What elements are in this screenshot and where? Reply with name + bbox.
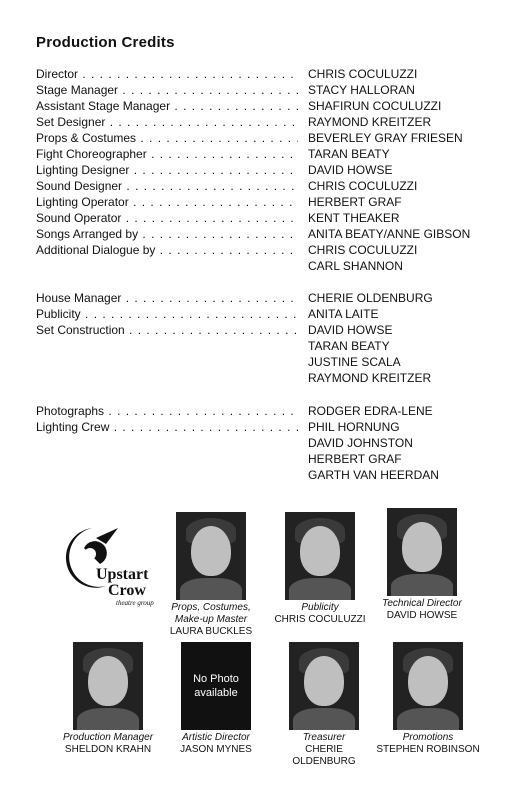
credit-row <box>36 290 476 306</box>
credit-name: CHRIS COCULUZZI <box>308 67 418 81</box>
no-photo-placeholder <box>181 642 251 730</box>
credit-row <box>36 435 476 451</box>
headshot-photo <box>289 642 359 730</box>
credit-role: Lighting Operator . . . <box>36 194 298 210</box>
credits-main-section <box>36 66 476 274</box>
headshot-card <box>274 642 374 768</box>
credit-row <box>36 178 476 194</box>
credit-role: Additional Dialogue by . . . <box>36 242 298 258</box>
credit-name: ANITA BEATY/ANNE GIBSON <box>308 227 471 241</box>
logo-line2: Crow <box>108 582 146 599</box>
credit-name: RAYMOND KREITZER <box>308 371 432 385</box>
headshot-role: Promotions <box>402 732 454 743</box>
credit-name: JUSTINE SCALA <box>308 355 401 369</box>
credit-role: Set Construction . . . <box>36 322 298 338</box>
headshot-role: Treasurer <box>302 732 346 743</box>
headshot-photo <box>393 642 463 730</box>
credits-house-section <box>36 290 476 386</box>
credit-role: Sound Designer . . . <box>36 178 298 194</box>
credit-row <box>36 370 476 386</box>
credit-name: PHIL HORNUNG <box>308 420 400 434</box>
headshot-name: CHRIS COCULUZZI <box>274 614 366 625</box>
credit-name: CHRIS COCULUZZI <box>308 179 418 193</box>
credit-row <box>36 467 476 483</box>
credit-role: House Manager . . . <box>36 290 298 306</box>
credit-row <box>36 354 476 370</box>
credit-name: HERBERT GRAF <box>308 452 402 466</box>
credit-row <box>36 146 476 162</box>
headshot-role: Technical Director <box>382 598 462 609</box>
credit-row <box>36 258 476 274</box>
credit-role: Director . . . <box>36 66 298 82</box>
credit-name: ANITA LAITE <box>308 307 379 321</box>
logo-line3: theatre group <box>116 599 154 607</box>
credit-name: DAVID JOHNSTON <box>308 436 413 450</box>
credit-row <box>36 242 476 258</box>
credit-name: CHERIE OLDENBURG <box>308 291 433 305</box>
headshot-card <box>58 642 158 756</box>
credit-role: Songs Arranged by . . . <box>36 226 298 242</box>
headshot-name: SHELDON KRAHN <box>64 744 152 755</box>
headshot-role: Artistic Director <box>182 732 250 743</box>
credit-row <box>36 338 476 354</box>
credit-name: CHRIS COCULUZZI <box>308 243 418 257</box>
credit-row <box>36 194 476 210</box>
credit-row <box>36 114 476 130</box>
credit-row <box>36 66 476 82</box>
logo-line1: Upstart <box>96 566 149 583</box>
headshot-role: Props, Costumes, Make-up Master <box>171 602 251 625</box>
credit-name: RODGER EDRA-LENE <box>308 404 433 418</box>
headshot-photo <box>73 642 143 730</box>
credit-row <box>36 419 476 435</box>
credit-name: GARTH VAN HEERDAN <box>308 468 439 482</box>
credit-name: DAVID HOWSE <box>308 163 393 177</box>
headshot-card <box>376 508 468 622</box>
credit-row <box>36 98 476 114</box>
headshot-card <box>170 642 262 756</box>
credit-row <box>36 82 476 98</box>
credit-name: SHAFIRUN COCULUZZI <box>308 99 442 113</box>
headshot-photo <box>387 508 457 596</box>
headshot-card <box>376 642 480 756</box>
credit-role: Lighting Designer . . . <box>36 162 298 178</box>
credit-row <box>36 162 476 178</box>
headshot-card <box>165 512 257 638</box>
credit-role: Lighting Crew . . . <box>36 419 298 435</box>
credit-row <box>36 226 476 242</box>
credit-role: Props & Costumes . . . <box>36 130 298 146</box>
credit-name: STACY HALLORAN <box>308 83 415 97</box>
credit-name: RAYMOND KREITZER <box>308 115 432 129</box>
credits-photo-section <box>36 403 476 483</box>
credit-name: KENT THEAKER <box>308 211 400 225</box>
credit-row <box>36 322 476 338</box>
headshot-name: DAVID HOWSE <box>386 610 458 621</box>
credit-name: TARAN BEATY <box>308 147 390 161</box>
credit-name: BEVERLEY GRAY FRIESEN <box>308 131 463 145</box>
page-title: Production Credits <box>36 34 175 51</box>
credit-row <box>36 451 476 467</box>
headshot-name: LAURA BUCKLES <box>169 626 253 637</box>
credit-role: Publicity . . . <box>36 306 298 322</box>
credit-name: TARAN BEATY <box>308 339 390 353</box>
credit-role: Stage Manager . . . <box>36 82 298 98</box>
credit-role: Fight Choreographer . . . <box>36 146 298 162</box>
credit-row <box>36 306 476 322</box>
credit-name: DAVID HOWSE <box>308 323 393 337</box>
no-photo-text: No Photo available <box>193 673 239 699</box>
credit-role: Sound Operator . . . <box>36 210 298 226</box>
credit-row <box>36 130 476 146</box>
credit-name: CARL SHANNON <box>308 259 403 273</box>
credit-role: Photographs . . . <box>36 403 298 419</box>
credit-row <box>36 403 476 419</box>
upstart-crow-logo <box>56 520 166 610</box>
headshot-role: Publicity <box>301 602 339 613</box>
headshot-name: JASON MYNES <box>180 744 252 755</box>
credit-role: Set Designer . . . <box>36 114 298 130</box>
headshot-card <box>274 512 366 626</box>
credit-name: HERBERT GRAF <box>308 195 402 209</box>
headshot-role: Production Manager <box>62 732 154 743</box>
headshot-photo <box>285 512 355 600</box>
headshot-photo <box>176 512 246 600</box>
credit-row <box>36 210 476 226</box>
credit-role: Assistant Stage Manager . . . <box>36 98 298 114</box>
headshot-name: CHERIE OLDENBURG <box>292 744 356 767</box>
headshot-name: STEPHEN ROBINSON <box>376 744 480 755</box>
